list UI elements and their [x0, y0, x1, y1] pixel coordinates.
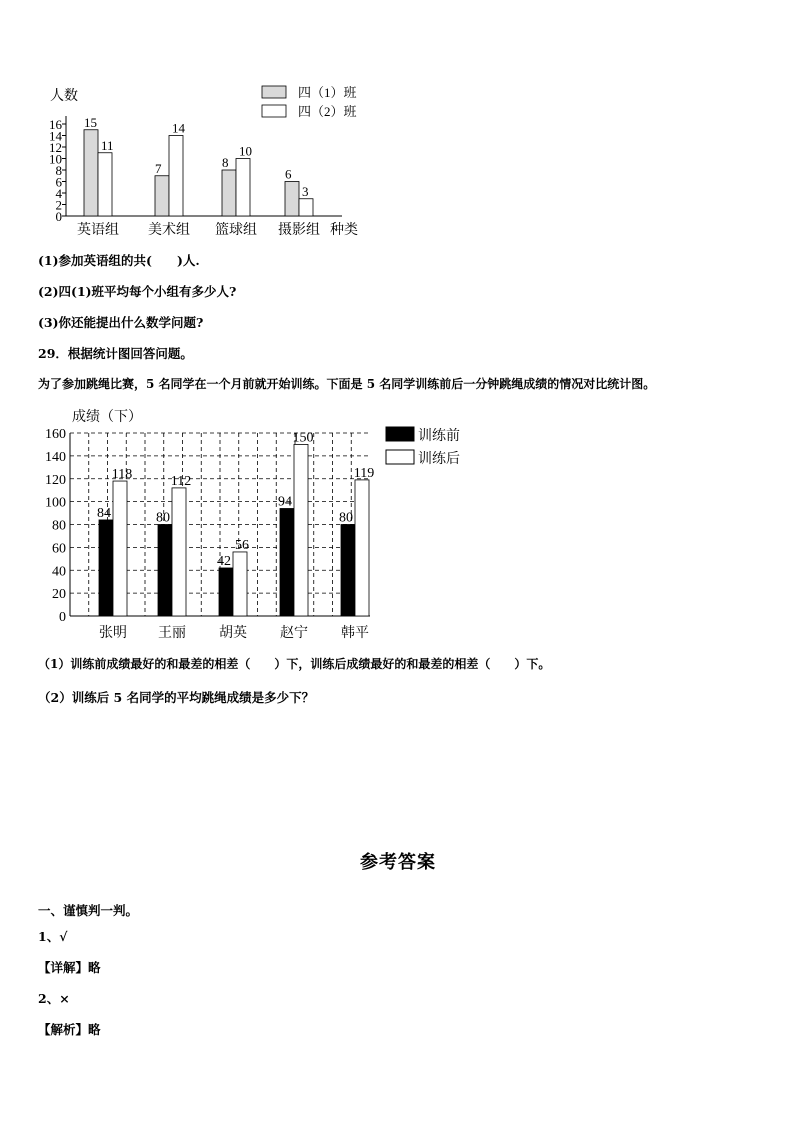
category-label: 摄影组: [278, 223, 320, 238]
bar-1: [222, 170, 236, 216]
legend-swatch: [262, 86, 286, 98]
y-tick-label: 80: [52, 518, 66, 534]
data-label: 94: [278, 494, 292, 510]
category-label: 胡英: [219, 626, 247, 641]
category-label: 韩平: [341, 626, 369, 641]
bar-1: [285, 182, 299, 217]
question-29-title: 29．根据统计图回答问题。: [38, 346, 193, 361]
data-label: 14: [172, 120, 185, 136]
bar-2: [172, 488, 186, 616]
group-chart: [0, 0, 794, 250]
data-label: 11: [101, 137, 114, 153]
data-label: 150: [292, 430, 314, 446]
y-tick-label: 0: [59, 610, 66, 625]
data-label: 42: [217, 553, 231, 569]
bar-1: [219, 568, 233, 616]
x-axis-label: 种类: [330, 223, 358, 238]
data-label: 15: [84, 114, 97, 130]
answer-2: 2、×: [38, 991, 70, 1006]
answer-heading: 参考答案: [360, 852, 436, 873]
y-tick-label: 120: [45, 472, 66, 488]
category-label: 英语组: [77, 223, 119, 238]
bar-1: [341, 525, 355, 617]
y-tick-label: 16: [49, 117, 62, 132]
bar-2: [355, 480, 369, 616]
bar-2: [236, 159, 250, 217]
question-29-2: （2）训练后 5 名同学的平均跳绳成绩是多少下？: [38, 690, 315, 705]
data-label: 118: [111, 467, 133, 483]
data-label: 8: [222, 155, 229, 170]
data-label: 112: [170, 473, 192, 489]
y-axis-label: 人数: [50, 89, 78, 104]
data-label: 119: [353, 465, 375, 481]
legend-label: 四（1）班: [298, 85, 357, 100]
data-label: 80: [339, 510, 353, 526]
y-tick-label: 100: [45, 495, 66, 511]
bar-1: [155, 176, 169, 216]
y-tick-label: 0: [55, 209, 62, 224]
legend-label: 训练前: [418, 429, 460, 444]
bar-2: [299, 199, 313, 216]
bar-1: [99, 520, 113, 616]
data-label: 80: [156, 510, 170, 526]
y-axis-label: 成绩（下）: [72, 410, 142, 425]
answer-1: 1、√: [38, 929, 68, 944]
answer-2-detail: 【解析】略: [38, 1022, 101, 1037]
legend-swatch: [262, 105, 286, 117]
bar-2: [233, 552, 247, 616]
y-tick-label: 60: [52, 541, 66, 557]
y-tick-label: 4: [55, 186, 62, 201]
bar-1: [84, 130, 98, 216]
data-label: 10: [239, 143, 252, 159]
section-1-heading: 一、谨慎判一判。: [38, 903, 139, 918]
legend-swatch: [386, 427, 414, 441]
question-29-1: （1）训练前成绩最好的和最差的相差（ ）下，训练后成绩最好的和最差的相差（ ）下。: [38, 657, 551, 671]
bar-2: [113, 481, 127, 616]
answer-1-detail: 【详解】略: [38, 960, 101, 975]
legend-swatch: [386, 450, 414, 464]
y-tick-label: 8: [55, 163, 62, 178]
data-label: 56: [235, 537, 249, 553]
category-label: 王丽: [158, 626, 186, 641]
bar-1: [158, 525, 172, 617]
data-label: 6: [285, 166, 292, 182]
y-tick-label: 12: [49, 140, 62, 155]
category-label: 篮球组: [215, 223, 257, 238]
question-1: (1)参加英语组的共( )人.: [38, 253, 200, 268]
category-label: 张明: [99, 626, 127, 641]
y-tick-label: 140: [45, 449, 66, 465]
y-tick-label: 160: [45, 427, 66, 442]
legend-label: 四（2）班: [298, 104, 357, 119]
y-tick-label: 2: [55, 197, 62, 213]
bar-1: [280, 508, 294, 616]
y-tick-label: 20: [52, 587, 66, 603]
category-label: 美术组: [148, 223, 190, 238]
category-label: 赵宁: [280, 626, 308, 641]
y-tick-label: 10: [49, 151, 62, 167]
question-29-intro: 为了参加跳绳比赛，5 名同学在一个月前就开始训练。下面是 5 名同学训练前后一分钟跳绳成绩的情况对比统计图。: [38, 377, 656, 391]
bar-2: [294, 444, 308, 616]
y-tick-label: 14: [49, 128, 62, 144]
data-label: 3: [302, 183, 309, 199]
y-tick-label: 6: [55, 174, 62, 190]
bar-2: [169, 136, 183, 217]
data-label: 7: [155, 160, 162, 176]
data-label: 84: [97, 505, 111, 521]
legend-label: 训练后: [418, 452, 460, 467]
y-tick-label: 40: [52, 564, 66, 580]
question-3: (3)你还能提出什么数学问题?: [38, 315, 204, 330]
jump-rope-chart: [0, 395, 794, 650]
question-2: (2)四(1)班平均每个小组有多少人?: [38, 284, 237, 299]
bar-2: [98, 153, 112, 216]
